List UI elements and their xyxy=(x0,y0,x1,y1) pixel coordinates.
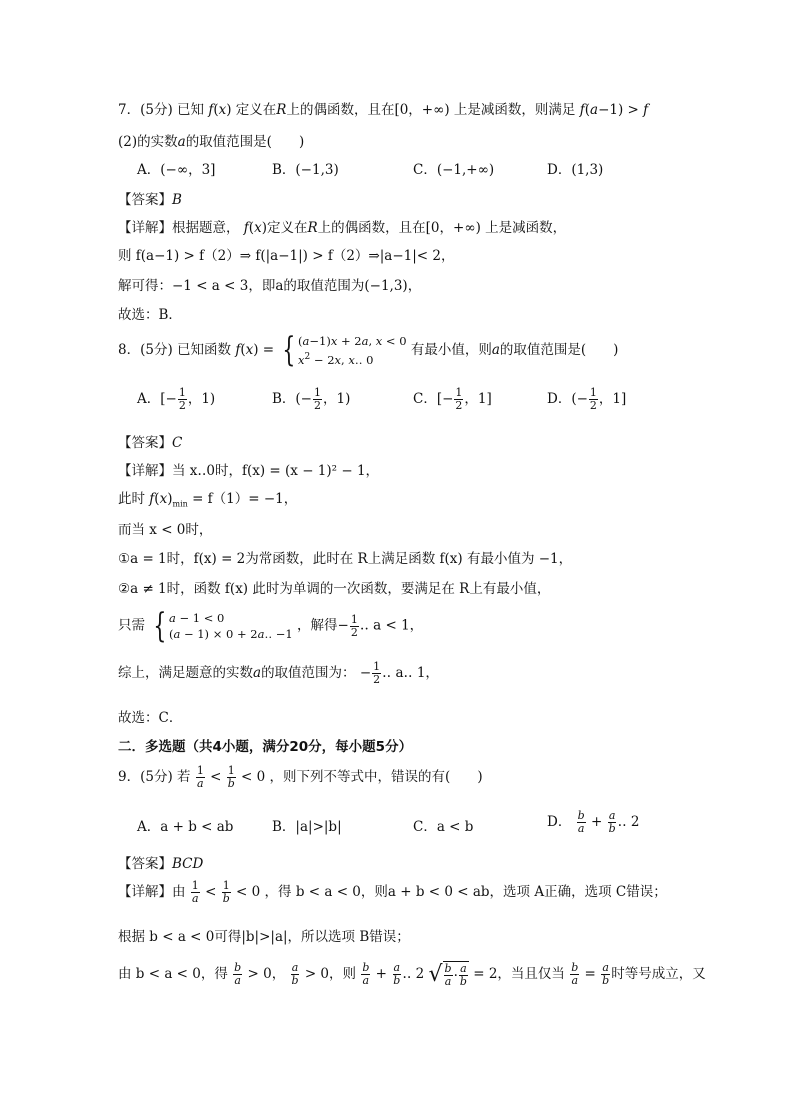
q8-detail-1: 【详解】当 x‥0时，f(x) = (x − 1)² − 1， xyxy=(118,463,380,479)
section-title: 二．多选题（共4小题，满分20分，每小题5分） xyxy=(118,739,413,755)
q7-option-b: B．(−1,3) xyxy=(272,162,339,178)
q8-piecewise: { (a−1)x + 2a, x < 0 $x^2 - 2x$, x‥ 0 xyxy=(282,330,407,371)
q8-answer: 【答案】C xyxy=(118,435,183,451)
q8-system: { a − 1 < 0 (a − 1) × 0 + 2a‥ −1 xyxy=(153,606,293,646)
sqrt-symbol: √ $\frac{b}{a}$ · $\frac{a}{b}$ xyxy=(428,961,467,988)
q8-detail-6: 只需 { a − 1 < 0 (a − 1) × 0 + 2a‥ −1 ，解得− $\frac{1}{2}$ ‥ a < 1， xyxy=(118,606,424,646)
q7-stem-line1: 7．(5分) 已知 f(x) 定义在R上的偶函数，且在[0，+∞) 上是减函数，则满足 f(a−1) > f xyxy=(118,102,649,118)
q9-answer: 【答案】BCD xyxy=(118,856,204,872)
q8-option-c: C．[− $\frac{1}{2}$ ，1] xyxy=(413,386,492,412)
q7-detail-3: 解可得：−1 < a < 3，即a的取值范围为(−1,3)， xyxy=(118,278,422,294)
q8-stem: 8．(5分) 已知函数 f(x) = { (a−1)x + 2a, x < 0 $x^2 - 2x$, x‥ 0 有最小值，则a的取值范围是( ) xyxy=(118,330,619,371)
q7-detail-4: 故选：B． xyxy=(118,307,182,323)
q8-detail-2: 此时 $f(x)_{min} = f(1)= -1$， xyxy=(118,491,298,509)
q8-detail-5: ②a ≠ 1时，函数 f(x) 此时为单调的一次函数，要满足在 R上有最小值， xyxy=(118,581,551,597)
q8-detail-3: 而当 x < 0时， xyxy=(118,522,213,538)
q9-detail-3: 由 b < a < 0，得 $\frac{b}{a}$ > 0， $\frac{a}{b}$ > 0，则 $\frac{b}{a}$ + $\frac{a}{b}$ ‥ 2 √ $\frac{b}{a}$ · $\frac{a}{b}$ = 2，当且仅当 $\frac{b}{a}$ = $\frac{a}{b}$ 时等号成立，又 xyxy=(118,961,706,988)
q7-detail-1: 【详解】根据题意， f(x)定义在R上的偶函数，且在[0，+∞) 上是减函数， xyxy=(118,220,567,236)
q7-detail-2: 则 f(a−1) > f（2）⇒ f(|a−1|) > f（2）⇒|a−1|< 2， xyxy=(118,248,455,264)
q9-option-a: A．a + b < ab xyxy=(137,819,234,835)
q9-detail-1: 【详解】由 $\frac{1}{a}$ < $\frac{1}{b}$ < 0 ，得 b < a < 0，则a + b < 0 < ab，选项 A正确，选项 C错误； xyxy=(118,879,667,905)
q8-option-a: A．[− $\frac{1}{2}$ ，1) xyxy=(137,386,216,412)
q8-option-b: B．(− $\frac{1}{2}$ ，1) xyxy=(272,386,351,412)
q8-detail-4: ①a = 1时，f(x) = 2为常函数，此时在 R上满足函数 f(x) 有最小值为 −1， xyxy=(118,551,573,567)
q8-option-d: D．(− $\frac{1}{2}$ ，1] xyxy=(547,386,627,412)
q9-detail-2: 根据 b < a < 0可得|b|>|a|，所以选项 B错误； xyxy=(118,929,410,945)
q7-option-d: D．(1,3) xyxy=(547,162,604,178)
q7-option-a: A．(−∞，3] xyxy=(137,162,216,178)
q8-detail-7: 综上，满足题意的实数a的取值范围为： − $\frac{1}{2}$ ‥ a‥ 1， xyxy=(118,660,439,686)
q7-option-c: C．(−1,+∞) xyxy=(413,162,495,178)
q9-option-b: B．|a|>|b| xyxy=(272,819,342,835)
q9-option-c: C．a < b xyxy=(413,819,474,835)
q9-option-d: D． $\frac{b}{a}$ + $\frac{a}{b}$ ‥ 2 xyxy=(547,809,640,835)
q8-detail-8: 故选：C． xyxy=(118,710,183,726)
q7-answer: 【答案】B xyxy=(118,192,182,208)
q9-stem: 9．(5分) 若 $\frac{1}{a}$ < $\frac{1}{b}$ < 0 ，则下列不等式中，错误的有( ) xyxy=(118,764,483,790)
q7-stem-line2: (2)的实数a的取值范围是( ) xyxy=(118,134,305,150)
